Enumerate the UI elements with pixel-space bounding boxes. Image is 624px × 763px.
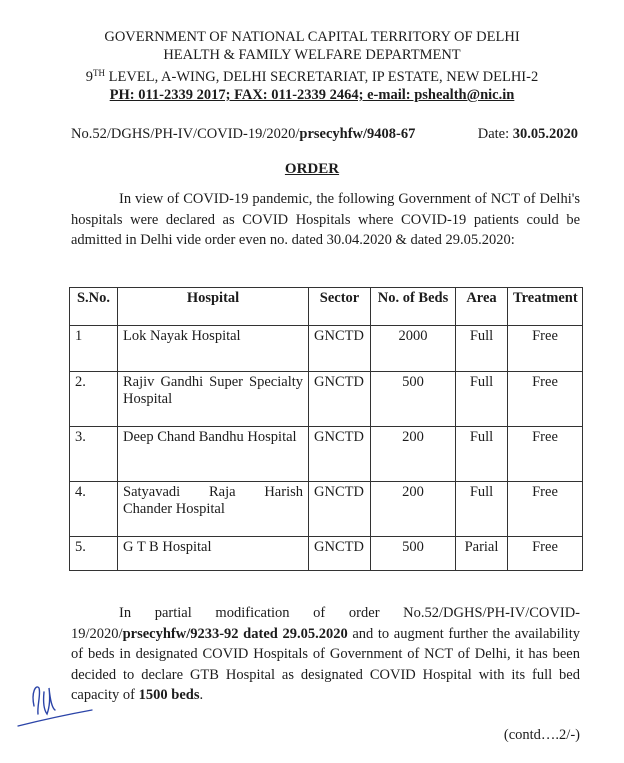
order-title: ORDER [284, 161, 340, 177]
modification-order-ref: prsecyhfw/9233-92 dated 29.05.2020 [122, 625, 348, 642]
cell-area: Full [456, 372, 508, 427]
header-beds: No. of Beds [371, 288, 456, 326]
table-header-row [70, 288, 583, 326]
cell-sno: 1 [70, 326, 118, 372]
letterhead-department: HEALTH & FAMILY WELFARE DEPARTMENT [163, 47, 461, 63]
modification-text-2: and to augment further the availability of beds in designated COVID Hospitals of Government of NCT of Delhi, it has been decided to declare GTB Hospital as designated COVID Hospital with its full bed capacity of [71, 625, 580, 703]
cell-treatment: Free [508, 537, 583, 571]
cell-beds: 500 [371, 372, 456, 427]
order-date-value: 30.05.2020 [512, 126, 578, 142]
intro-paragraph: In view of COVID-19 pandemic, the following Government of NCT of Delhi's hospitals were declared as COVID Hospitals where COVID-19 patients could be admitted in Delhi vide order even no. dated 30.04.2020 & dated 29.05.2020: [71, 191, 580, 248]
letterhead-contact: PH: 011-2339 2017; FAX: 011-2339 2464; e-mail: pshealth@nic.in [109, 87, 515, 103]
cell-area: Full [456, 326, 508, 372]
letterhead-government: GOVERNMENT OF NATIONAL CAPITAL TERRITORY OF DELHI [104, 29, 520, 45]
cell-area: Full [456, 482, 508, 537]
table-row [70, 482, 583, 537]
address-level-suffix: TH [93, 68, 106, 78]
reference-number-plain: No.52/DGHS/PH-IV/COVID-19/2020/ [71, 126, 300, 142]
table-row [70, 326, 583, 372]
order-reference-number [71, 126, 415, 143]
cell-sector: GNCTD [309, 326, 371, 372]
cell-hospital: G T B Hospital [118, 537, 309, 571]
order-date-label: Date: [477, 126, 513, 142]
cell-beds: 2000 [371, 326, 456, 372]
covid-hospitals-table [69, 287, 583, 571]
bed-capacity: 1500 beds [138, 687, 200, 703]
cell-beds: 200 [371, 427, 456, 482]
header-sector: Sector [309, 288, 371, 326]
signature-stroke [33, 687, 55, 714]
cell-sector: GNCTD [309, 537, 371, 571]
order-date [478, 126, 578, 143]
handwritten-initials [14, 676, 94, 736]
modification-text-1: In partial modification of order No.52/DGHS/PH-IV/COVID-19/2020/ [71, 605, 580, 642]
cell-sno: 3. [70, 427, 118, 482]
cell-sector: GNCTD [309, 427, 371, 482]
continued-marker: (contd….2/-) [503, 727, 580, 743]
reference-number-bold: prsecyhfw/9408-67 [299, 126, 416, 142]
cell-sector: GNCTD [309, 482, 371, 537]
cell-treatment: Free [508, 482, 583, 537]
cell-hospital: Rajiv Gandhi Super Specialty Hospital [118, 372, 309, 427]
cell-treatment: Free [508, 326, 583, 372]
header-sno: S.No. [70, 288, 118, 326]
cell-sector: GNCTD [309, 372, 371, 427]
cell-area: Parial [456, 537, 508, 571]
table-row [70, 427, 583, 482]
modification-paragraph [71, 603, 580, 706]
cell-hospital: Satyavadi Raja Harish Chander Hospital [118, 482, 309, 537]
cell-sno: 2. [70, 372, 118, 427]
letterhead [0, 28, 624, 104]
cell-treatment: Free [508, 372, 583, 427]
header-area: Area [456, 288, 508, 326]
cell-beds: 500 [371, 537, 456, 571]
letterhead-address [0, 64, 624, 86]
address-level-number: 9 [85, 69, 94, 85]
cell-sno: 5. [70, 537, 118, 571]
signature-underline [18, 710, 92, 726]
cell-beds: 200 [371, 482, 456, 537]
header-hospital: Hospital [118, 288, 309, 326]
header-treatment: Treatment [508, 288, 583, 326]
cell-treatment: Free [508, 427, 583, 482]
cell-area: Full [456, 427, 508, 482]
modification-text-end: . [199, 687, 204, 703]
table-row [70, 537, 583, 571]
cell-hospital: Deep Chand Bandhu Hospital [118, 427, 309, 482]
table-row [70, 372, 583, 427]
cell-hospital: Lok Nayak Hospital [118, 326, 309, 372]
address-rest: LEVEL, A-WING, DELHI SECRETARIAT, IP ESTATE, NEW DELHI-2 [105, 69, 539, 85]
cell-sno: 4. [70, 482, 118, 537]
